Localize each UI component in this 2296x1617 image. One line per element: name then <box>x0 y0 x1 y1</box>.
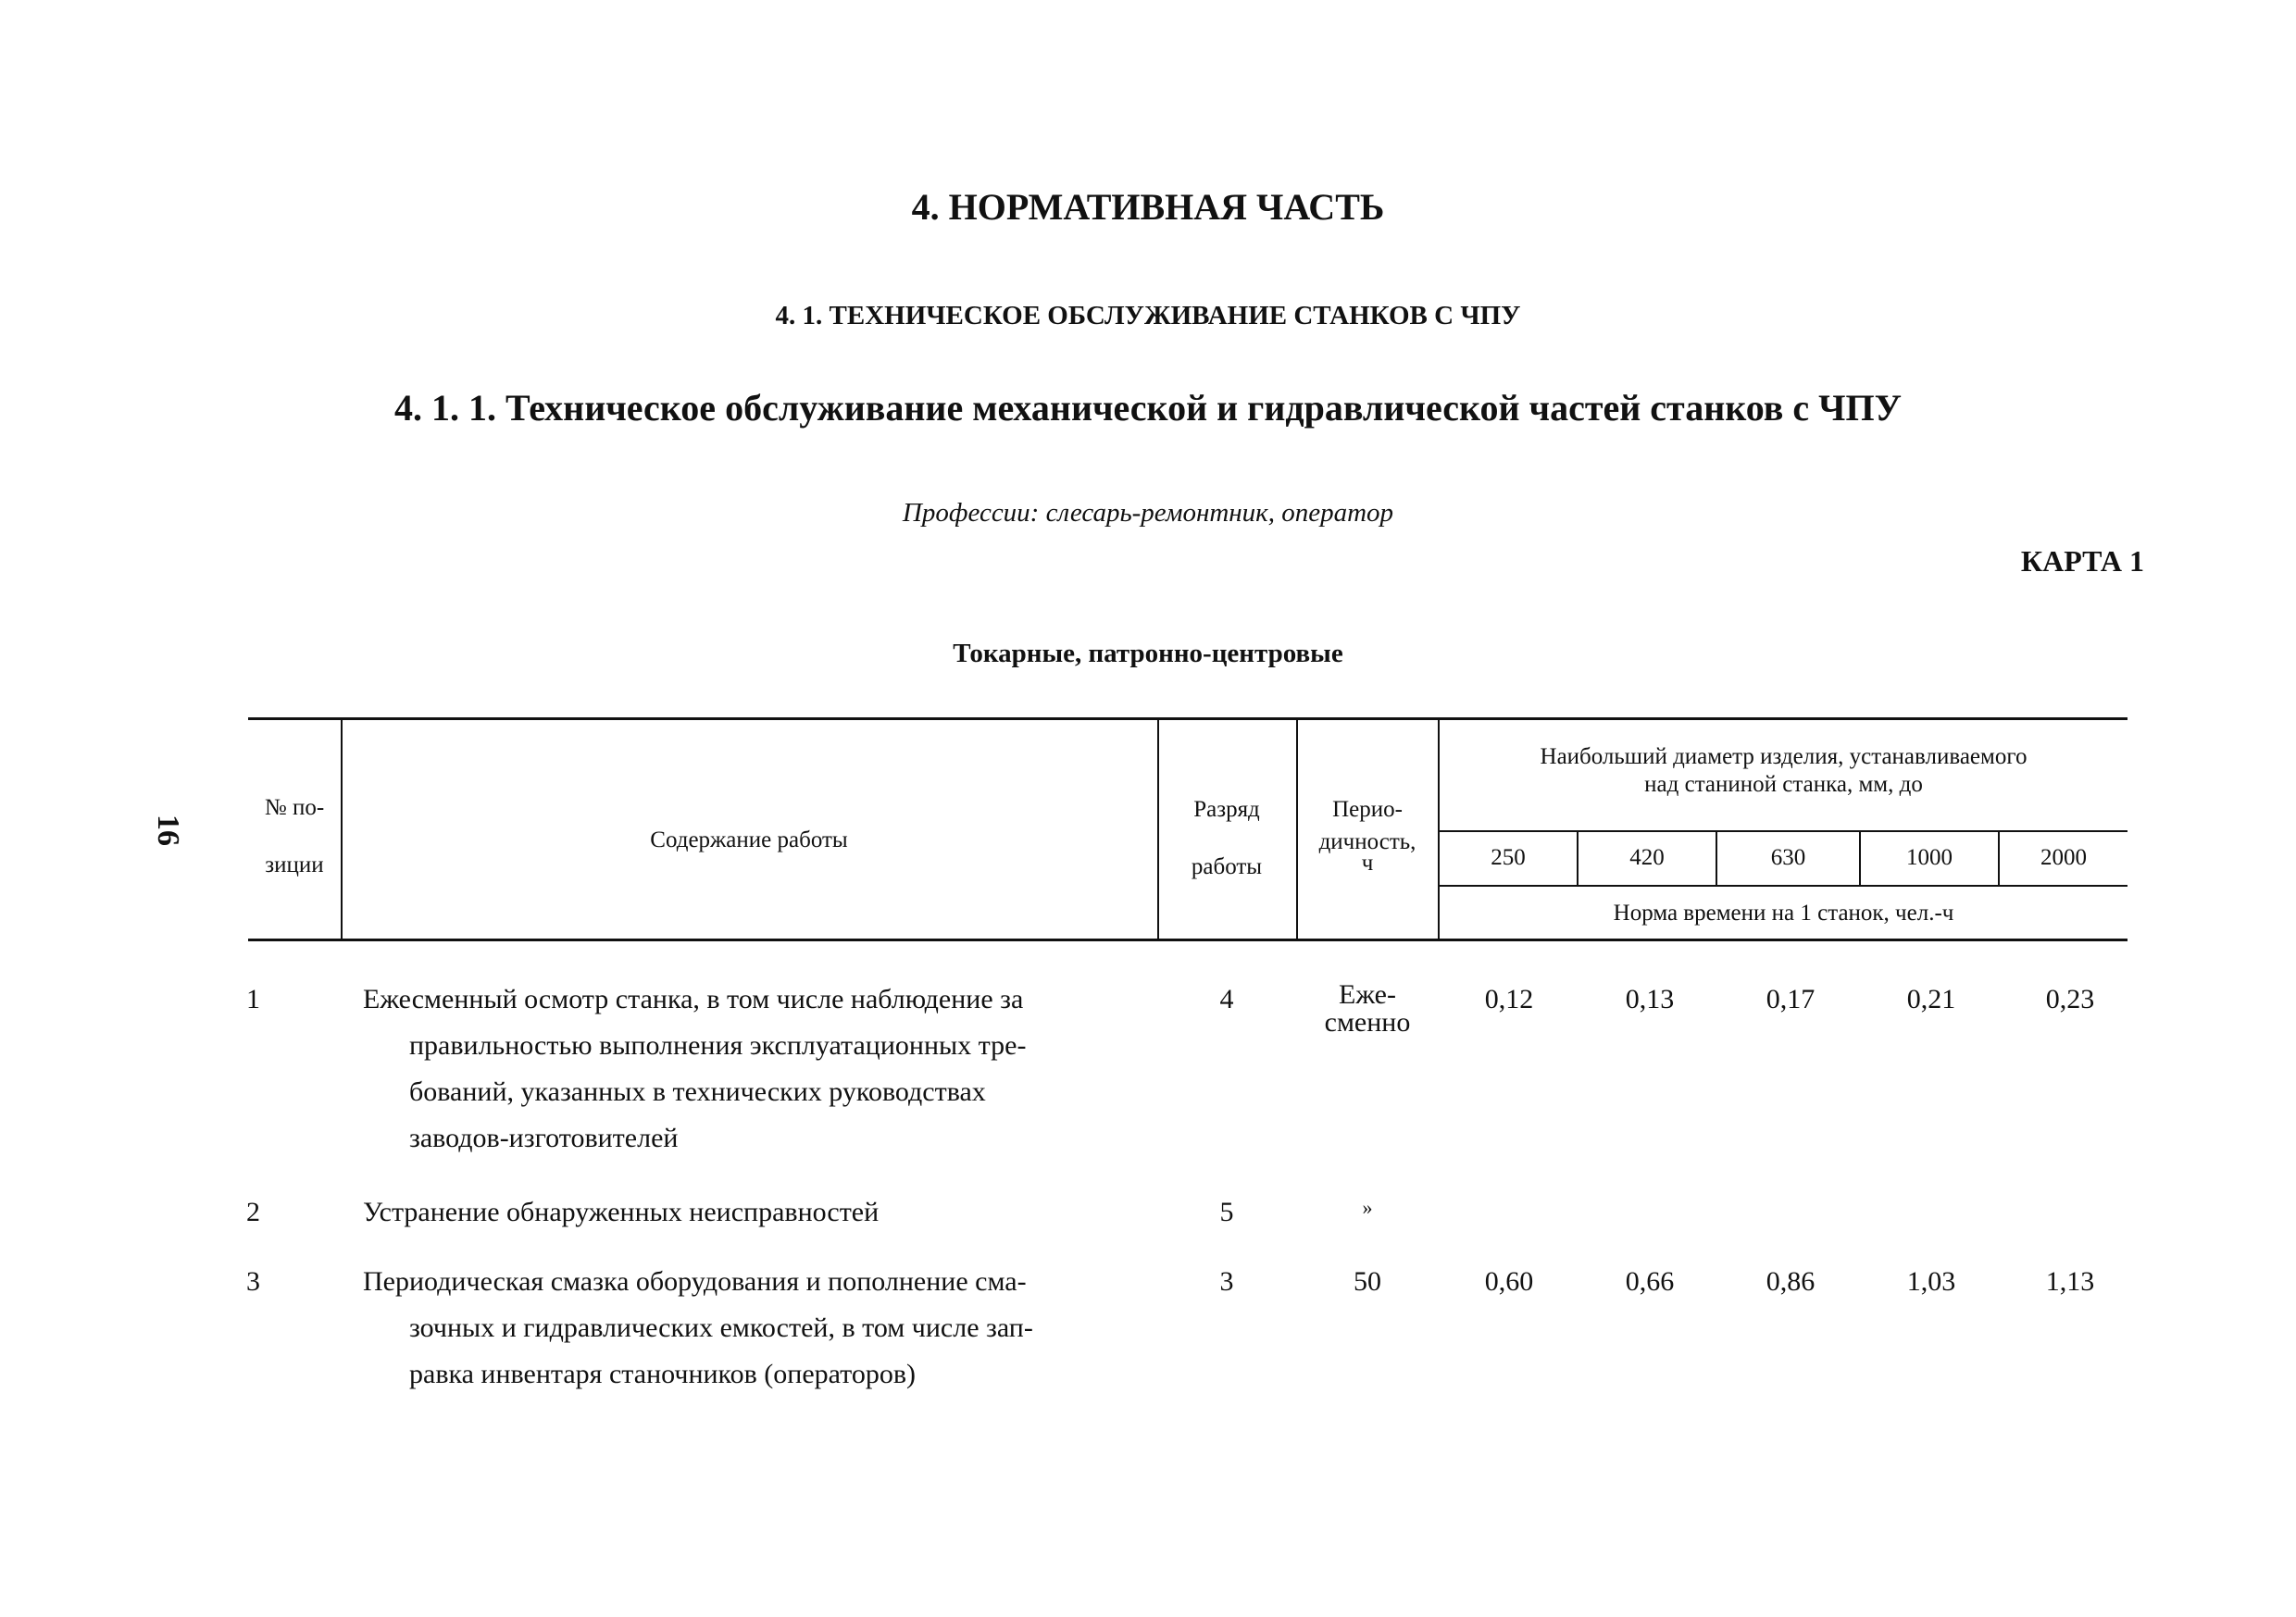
row-value: 1,13 <box>2045 1266 2095 1297</box>
diameter-420: 420 <box>1629 845 1665 870</box>
row-periodicity: 50 <box>1354 1266 1381 1297</box>
diameter-sub-rule <box>1440 830 2128 832</box>
table-top-rule <box>248 717 2128 720</box>
diameter-250: 250 <box>1491 845 1526 870</box>
row-grade: 3 <box>1219 1266 1234 1297</box>
row-periodicity: » <box>1362 1196 1373 1219</box>
header-grade: Разряд работы <box>1191 797 1263 879</box>
norm-rule <box>1440 885 2128 887</box>
row-value: 0,66 <box>1625 1266 1675 1297</box>
section-heading: 4. НОРМАТИВНАЯ ЧАСТЬ <box>911 186 1385 228</box>
header-content: Содержание работы <box>650 827 848 852</box>
row-grade: 5 <box>1219 1197 1234 1227</box>
professions-line: Профессии: слесарь-ремонтник, оператор <box>902 498 1394 528</box>
row-value: 0,12 <box>1484 984 1534 1014</box>
row-content: Ежесменный осмотр станка, в том числе наблюдение за правильностью выполнения эксплуатационных тре- бований, указанных в технических руководствах заводов-изготовителей <box>363 984 1027 1153</box>
card-label: КАРТА 1 <box>2020 544 2144 578</box>
row-value: 0,23 <box>2045 984 2095 1014</box>
row-position: 3 <box>246 1266 260 1297</box>
row-value: 0,13 <box>1625 984 1675 1014</box>
row-value: 0,21 <box>1906 984 1956 1014</box>
header-periodicity: Перио- дичность, ч <box>1318 797 1416 876</box>
row-periodicity: Еже- сменно <box>1324 979 1411 1038</box>
row-grade: 4 <box>1219 984 1234 1014</box>
table-subtitle: Токарные, патронно-центровые <box>953 639 1343 668</box>
diameter-630: 630 <box>1770 845 1806 870</box>
row-position: 1 <box>246 984 260 1014</box>
row-value: 0,60 <box>1484 1266 1534 1297</box>
row-value: 0,17 <box>1766 984 1816 1014</box>
row-content: Периодическая смазка оборудования и пополнение сма- зочных и гидравлических емкостей, в том числе зап- равка инвентаря станочников (операторов) <box>363 1266 1033 1389</box>
page-number: 16 <box>151 815 185 846</box>
header-bottom-rule <box>248 939 2128 941</box>
item-heading: 4. 1. 1. Техническое обслуживание механической и гидравлической частей станков с ЧПУ <box>394 387 1902 429</box>
diameter-2000: 2000 <box>2040 845 2087 870</box>
subsection-heading: 4. 1. ТЕХНИЧЕСКОЕ ОБСЛУЖИВАНИЕ СТАНКОВ С ЧПУ <box>775 301 1521 330</box>
row-position: 2 <box>246 1197 260 1227</box>
row-content: Устранение обнаруженных неисправностей <box>363 1197 880 1227</box>
diameter-1000: 1000 <box>1906 845 1953 870</box>
header-diameter: Наибольший диаметр изделия, устанавливаемого над станиной станка, мм, до <box>1540 744 2028 797</box>
header-position: № по- зиции <box>264 795 325 877</box>
header-norm: Норма времени на 1 станок, чел.-ч <box>1613 901 1954 926</box>
row-value: 1,03 <box>1906 1266 1956 1297</box>
row-value: 0,86 <box>1766 1266 1816 1297</box>
